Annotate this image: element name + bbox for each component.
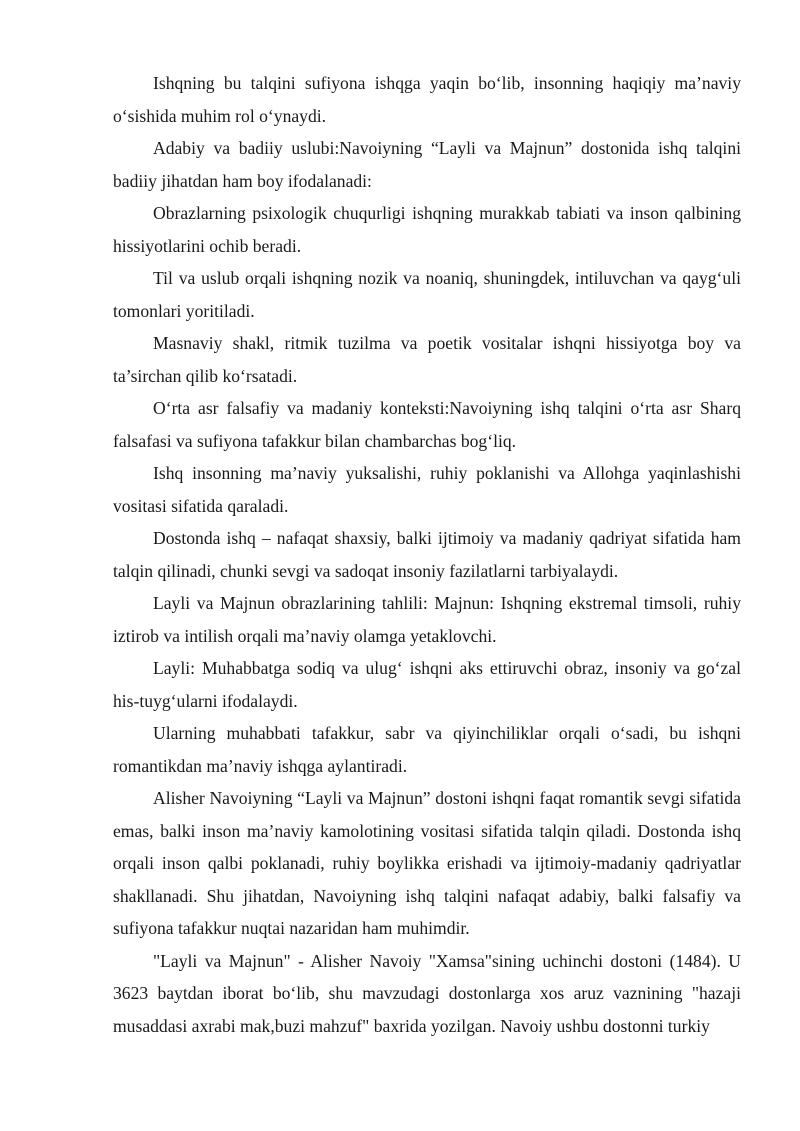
paragraph: Obrazlarning psixologik chuqurligi ishqning murakkab tabiati va inson qalbining hissiyotlarini ochib beradi. [113,203,741,256]
paragraph: Layli va Majnun obrazlarining tahlili: Majnun: Ishqning ekstremal timsoli, ruhiy iztirob va intilish orqali ma’naviy olamga yetaklovchi. [113,593,741,646]
paragraph: Ularning muhabbati tafakkur, sabr va qiyinchiliklar orqali o‘sadi, bu ishqni romantikdan ma’naviy ishqga aylantiradi. [113,723,741,776]
paragraph: Til va uslub orqali ishqning nozik va noaniq, shuningdek, intiluvchan va qayg‘uli tomonlari yoritiladi. [113,268,741,321]
document-page [113,67,741,1042]
paragraph: Layli: Muhabbatga sodiq va ulug‘ ishqni aks ettiruvchi obraz, insoniy va go‘zal his-tuyg‘ularni ifodalaydi. [113,658,741,711]
paragraph: O‘rta asr falsafiy va madaniy konteksti:Navoiyning ishq talqini o‘rta asr Sharq falsafasi va sufiyona tafakkur bilan chambarchas bog‘liq. [113,398,741,451]
paragraph: "Layli va Majnun" - Alisher Navoiy "Xamsa"sining uchinchi dostoni (1484). U 3623 baytdan iborat bo‘lib, shu mavzudagi dostonlarga xos aruz vaznining "hazaji musaddasi axrabi mak,buzi mahzuf" baxrida yozilgan. Navoiy ushbu dostonni turkiy [113,950,741,1036]
paragraph: Dostonda ishq – nafaqat shaxsiy, balki ijtimoiy va madaniy qadriyat sifatida ham talqin qilinadi, chunki sevgi va sadoqat insoniy fazilatlarni tarbiyalaydi. [113,528,741,581]
paragraph: Ishqning bu talqini sufiyona ishqga yaqin bo‘lib, insonning haqiqiy ma’naviy o‘sishida muhim rol o‘ynaydi. [113,73,741,126]
paragraph: Alisher Navoiyning “Layli va Majnun” dostoni ishqni faqat romantik sevgi sifatida emas, balki inson ma’naviy kamolotining vositasi sifatida talqin qiladi. Dostonda ishq orqali inson qalbi poklanadi, ruhiy boylikka erishadi va ijtimoiy-madaniy qadriyatlar shakllanadi. Shu jihatdan, Navoiyning ishq talqini nafaqat adabiy, balki falsafiy va sufiyona tafakkur nuqtai nazaridan ham muhimdir. [113,788,741,938]
paragraph: Adabiy va badiiy uslubi:Navoiyning “Layli va Majnun” dostonida ishq talqini badiiy jihatdan ham boy ifodalanadi: [113,138,741,191]
paragraph: Ishq insonning ma’naviy yuksalishi, ruhiy poklanishi va Allohga yaqinlashishi vositasi sifatida qaraladi. [113,463,741,516]
paragraph: Masnaviy shakl, ritmik tuzilma va poetik vositalar ishqni hissiyotga boy va ta’sirchan qilib ko‘rsatadi. [113,333,741,386]
